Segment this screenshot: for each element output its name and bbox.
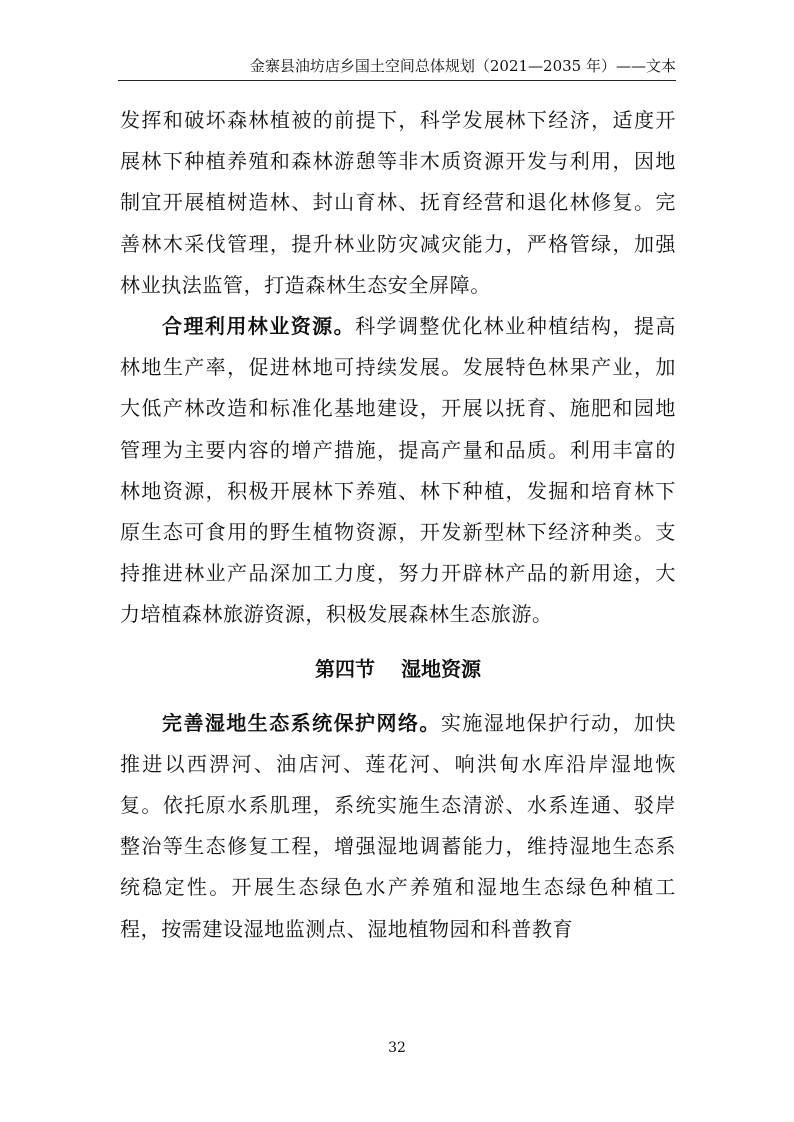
- header-divider: [118, 80, 676, 81]
- page-number: 32: [388, 1040, 406, 1056]
- paragraph-lead-forest-resources: 合理利用林业资源。: [162, 314, 356, 339]
- paragraph-body-forest-resources: 科学调整优化林业种植结构，提高林地生产率，促进林地可持续发展。发展特色林果产业，加大低产林改造和标准化基地建设，开展以抚育、施肥和园地管理为主要内容的增产措施，提高产量和品质。利用丰富的林地资源，积极开展林下养殖、林下种植，发掘和培育林下原生态可食用的野生植物资源，开发新型林下经济种类。支持推进林业产品深加工力度，努力开辟林产品的新用途，大力培植森林旅游资源，积极发展森林生态旅游。: [120, 314, 677, 627]
- document-body: [120, 100, 676, 950]
- paragraph-forest-protection: 发挥和破坏森林植被的前提下，科学发展林下经济，适度开展林下种植养殖和森林游憩等非木质资源开发与利用，因地制宜开展植树造林、封山育林、抚育经营和退化林修复。完善林木采伐管理，提升林业防灾减灾能力，严格管绿，加强林业执法监管，打造森林生态安全屏障。: [120, 108, 676, 297]
- paragraph-forest-resources: [120, 306, 676, 636]
- paragraph-wetland-network: [120, 703, 676, 950]
- section-heading: [120, 649, 676, 690]
- paragraph-lead-wetland-network: 完善湿地生态系统保护网络。: [162, 710, 441, 735]
- paragraph-body-wetland-network: 实施湿地保护行动，加快推进以西淠河、油店河、莲花河、响洪甸水库沿岸湿地恢复。依托原水系肌理，系统实施生态清淤、水系连通、驳岸整治等生态修复工程，增强湿地调蓄能力，维持湿地生态系统稳定性。开展生态绿色水产养殖和湿地生态绿色种植工程，按需建设湿地监测点、湿地植物园和科普教育: [120, 710, 676, 941]
- section-title: 湿地资源: [401, 656, 481, 681]
- section-number: 第四节: [315, 656, 375, 681]
- running-header: 金寨县油坊店乡国土空间总体规划（2021—2035 年）——文本: [249, 57, 676, 75]
